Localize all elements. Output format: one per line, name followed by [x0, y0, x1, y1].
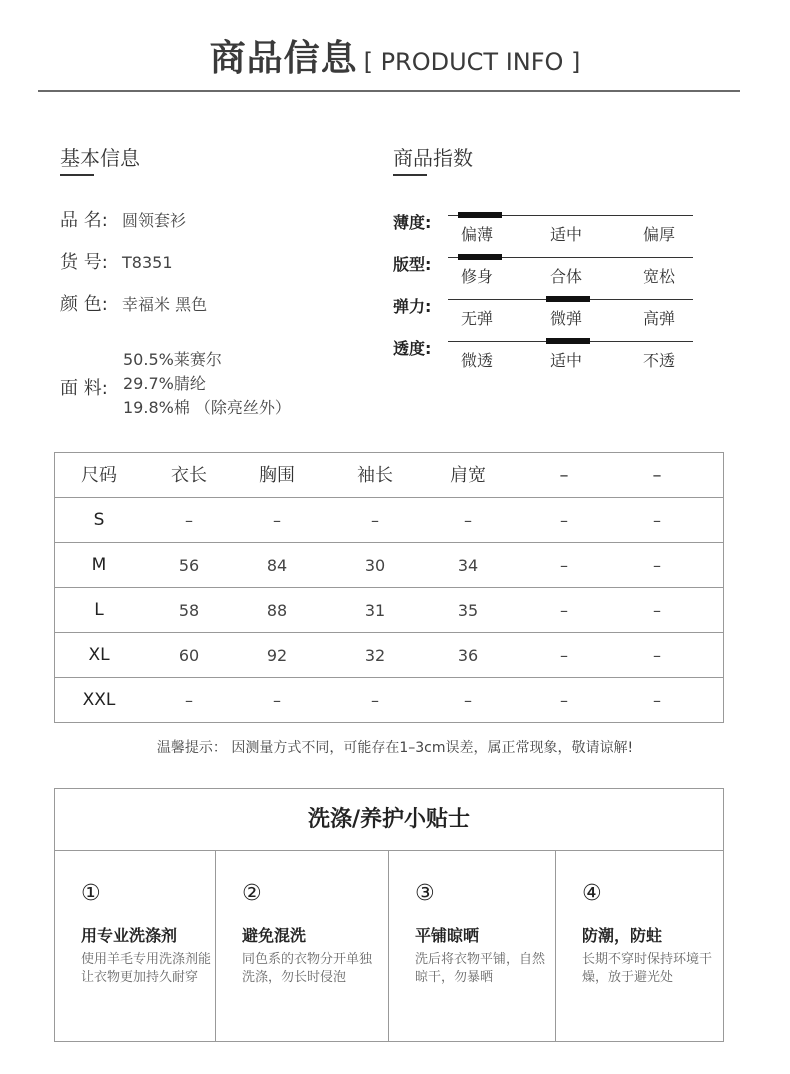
- index-selected-marker: [546, 296, 590, 302]
- size-column-header: 袖长: [357, 465, 393, 486]
- product-index-title: 商品指数: [393, 146, 473, 170]
- index-option: 高弹: [643, 309, 676, 328]
- index-option: 微弹: [550, 309, 583, 328]
- index-selected-marker: [458, 254, 502, 260]
- product-sku-label: 货 号:: [60, 252, 108, 273]
- index-label: 透度:: [393, 339, 432, 358]
- size-cell: –: [464, 691, 472, 710]
- care-tip-heading: 防潮，防蛀: [582, 926, 663, 945]
- size-label: XL: [88, 645, 110, 665]
- size-cell: –: [371, 691, 379, 710]
- index-option: 修身: [461, 267, 494, 286]
- measurement-tip: 温馨提示： 因测量方式不同，可能存在1–3cm误差，属正常现象，敬请谅解!: [156, 740, 634, 756]
- page-title: 商品信息: [209, 38, 358, 79]
- fabric-line: 29.7%腈纶: [123, 374, 206, 393]
- size-cell: –: [185, 691, 193, 710]
- size-cell: –: [273, 511, 281, 530]
- product-name-label: 品 名:: [60, 210, 108, 231]
- care-tips-title: 洗涤/养护小贴士: [55, 789, 723, 851]
- size-table-header: [55, 453, 723, 498]
- index-label: 版型:: [393, 255, 432, 274]
- size-cell: 34: [457, 556, 479, 575]
- size-cell: –: [653, 511, 661, 530]
- index-row: [393, 210, 693, 250]
- care-tip-number: ④: [582, 881, 602, 906]
- product-color-value: 幸福米 黑色: [122, 295, 208, 314]
- product-sku-value: T8351: [122, 253, 173, 272]
- size-cell: –: [653, 691, 661, 710]
- care-tip-text: 洗后将衣物平铺，自然晾干，勿暴晒: [415, 952, 546, 985]
- size-cell: –: [653, 556, 661, 575]
- size-cell: 56: [178, 556, 200, 575]
- index-option: 微透: [461, 351, 494, 370]
- fabric-composition: [123, 348, 291, 420]
- care-tip-card: [216, 851, 389, 1041]
- index-row: [393, 336, 693, 376]
- index-selected-marker: [458, 212, 502, 218]
- size-cell: 30: [364, 556, 386, 575]
- product-color-row: [60, 290, 207, 316]
- index-option: 不透: [643, 351, 676, 370]
- size-cell: –: [560, 601, 568, 620]
- size-cell: 88: [266, 601, 288, 620]
- index-label: 薄度:: [393, 213, 432, 232]
- size-label: S: [93, 510, 105, 530]
- size-table: [54, 452, 724, 723]
- size-table-row: [55, 543, 723, 588]
- index-row: [393, 252, 693, 292]
- product-color-label: 颜 色:: [60, 294, 108, 315]
- page-title-en: [ PRODUCT INFO ]: [363, 48, 581, 76]
- care-tips-panel: [54, 788, 724, 1042]
- index-option: 无弹: [461, 309, 494, 328]
- care-tip-heading: 避免混洗: [242, 926, 307, 945]
- size-cell: 92: [266, 646, 288, 665]
- fabric-line: 50.5%莱赛尔: [123, 350, 222, 369]
- size-column-header: 肩宽: [450, 465, 486, 486]
- size-column-header: –: [652, 465, 662, 486]
- index-option: 宽松: [643, 267, 676, 286]
- care-tip-text: 同色系的衣物分开单独洗涤，勿长时侵泡: [242, 952, 373, 985]
- index-option: 偏厚: [643, 225, 676, 244]
- size-label: M: [91, 555, 107, 575]
- size-cell: –: [560, 511, 568, 530]
- index-option: 偏薄: [461, 225, 494, 244]
- product-index-underline: [393, 174, 427, 176]
- size-label: L: [94, 600, 104, 620]
- size-table-row: [55, 588, 723, 633]
- size-column-header: 尺码: [81, 465, 117, 486]
- care-tip-heading: 用专业洗涤剂: [81, 926, 178, 945]
- size-cell: 60: [178, 646, 200, 665]
- size-cell: 36: [457, 646, 479, 665]
- size-cell: –: [653, 601, 661, 620]
- header-divider: [38, 90, 740, 92]
- size-cell: –: [371, 511, 379, 530]
- index-label: 弹力:: [393, 297, 432, 316]
- size-cell: –: [560, 646, 568, 665]
- size-cell: –: [464, 511, 472, 530]
- size-label: XXL: [82, 690, 116, 710]
- care-tip-number: ②: [242, 881, 262, 906]
- fabric-line: 19.8%棉 （除亮丝外）: [123, 398, 291, 417]
- care-tip-number: ③: [415, 881, 435, 906]
- size-cell: –: [653, 646, 661, 665]
- size-cell: –: [273, 691, 281, 710]
- fabric-label: 面 料:: [60, 378, 108, 399]
- size-cell: –: [185, 511, 193, 530]
- size-column-header: 胸围: [259, 465, 295, 486]
- care-tip-text: 长期不穿时保持环境干燥，放于避光处: [582, 952, 713, 985]
- care-tip-card: [55, 851, 216, 1041]
- size-cell: 84: [266, 556, 288, 575]
- index-option: 适中: [550, 351, 583, 370]
- care-tip-text: 使用羊毛专用洗涤剂能让衣物更加持久耐穿: [81, 952, 212, 985]
- size-table-row: [55, 678, 723, 723]
- size-column-header: –: [559, 465, 569, 486]
- product-name-value: 圆领套衫: [122, 211, 187, 230]
- care-tip-number: ①: [81, 881, 101, 906]
- size-cell: 35: [457, 601, 479, 620]
- basic-info-underline: [60, 174, 94, 176]
- size-cell: 32: [364, 646, 386, 665]
- size-table-row: [55, 633, 723, 678]
- product-name-row: [60, 206, 186, 232]
- basic-info-title: 基本信息: [60, 146, 140, 170]
- size-cell: 31: [364, 601, 386, 620]
- size-cell: 58: [178, 601, 200, 620]
- size-cell: –: [560, 691, 568, 710]
- index-option: 合体: [550, 267, 583, 286]
- product-sku-row: [60, 248, 173, 274]
- index-row: [393, 294, 693, 334]
- size-cell: –: [560, 556, 568, 575]
- care-tip-card: [556, 851, 723, 1041]
- care-tip-heading: 平铺晾晒: [415, 926, 480, 945]
- index-option: 适中: [550, 225, 583, 244]
- index-selected-marker: [546, 338, 590, 344]
- care-tip-card: [389, 851, 556, 1041]
- size-table-row: [55, 498, 723, 543]
- page-header: [0, 30, 790, 81]
- size-column-header: 衣长: [171, 465, 207, 486]
